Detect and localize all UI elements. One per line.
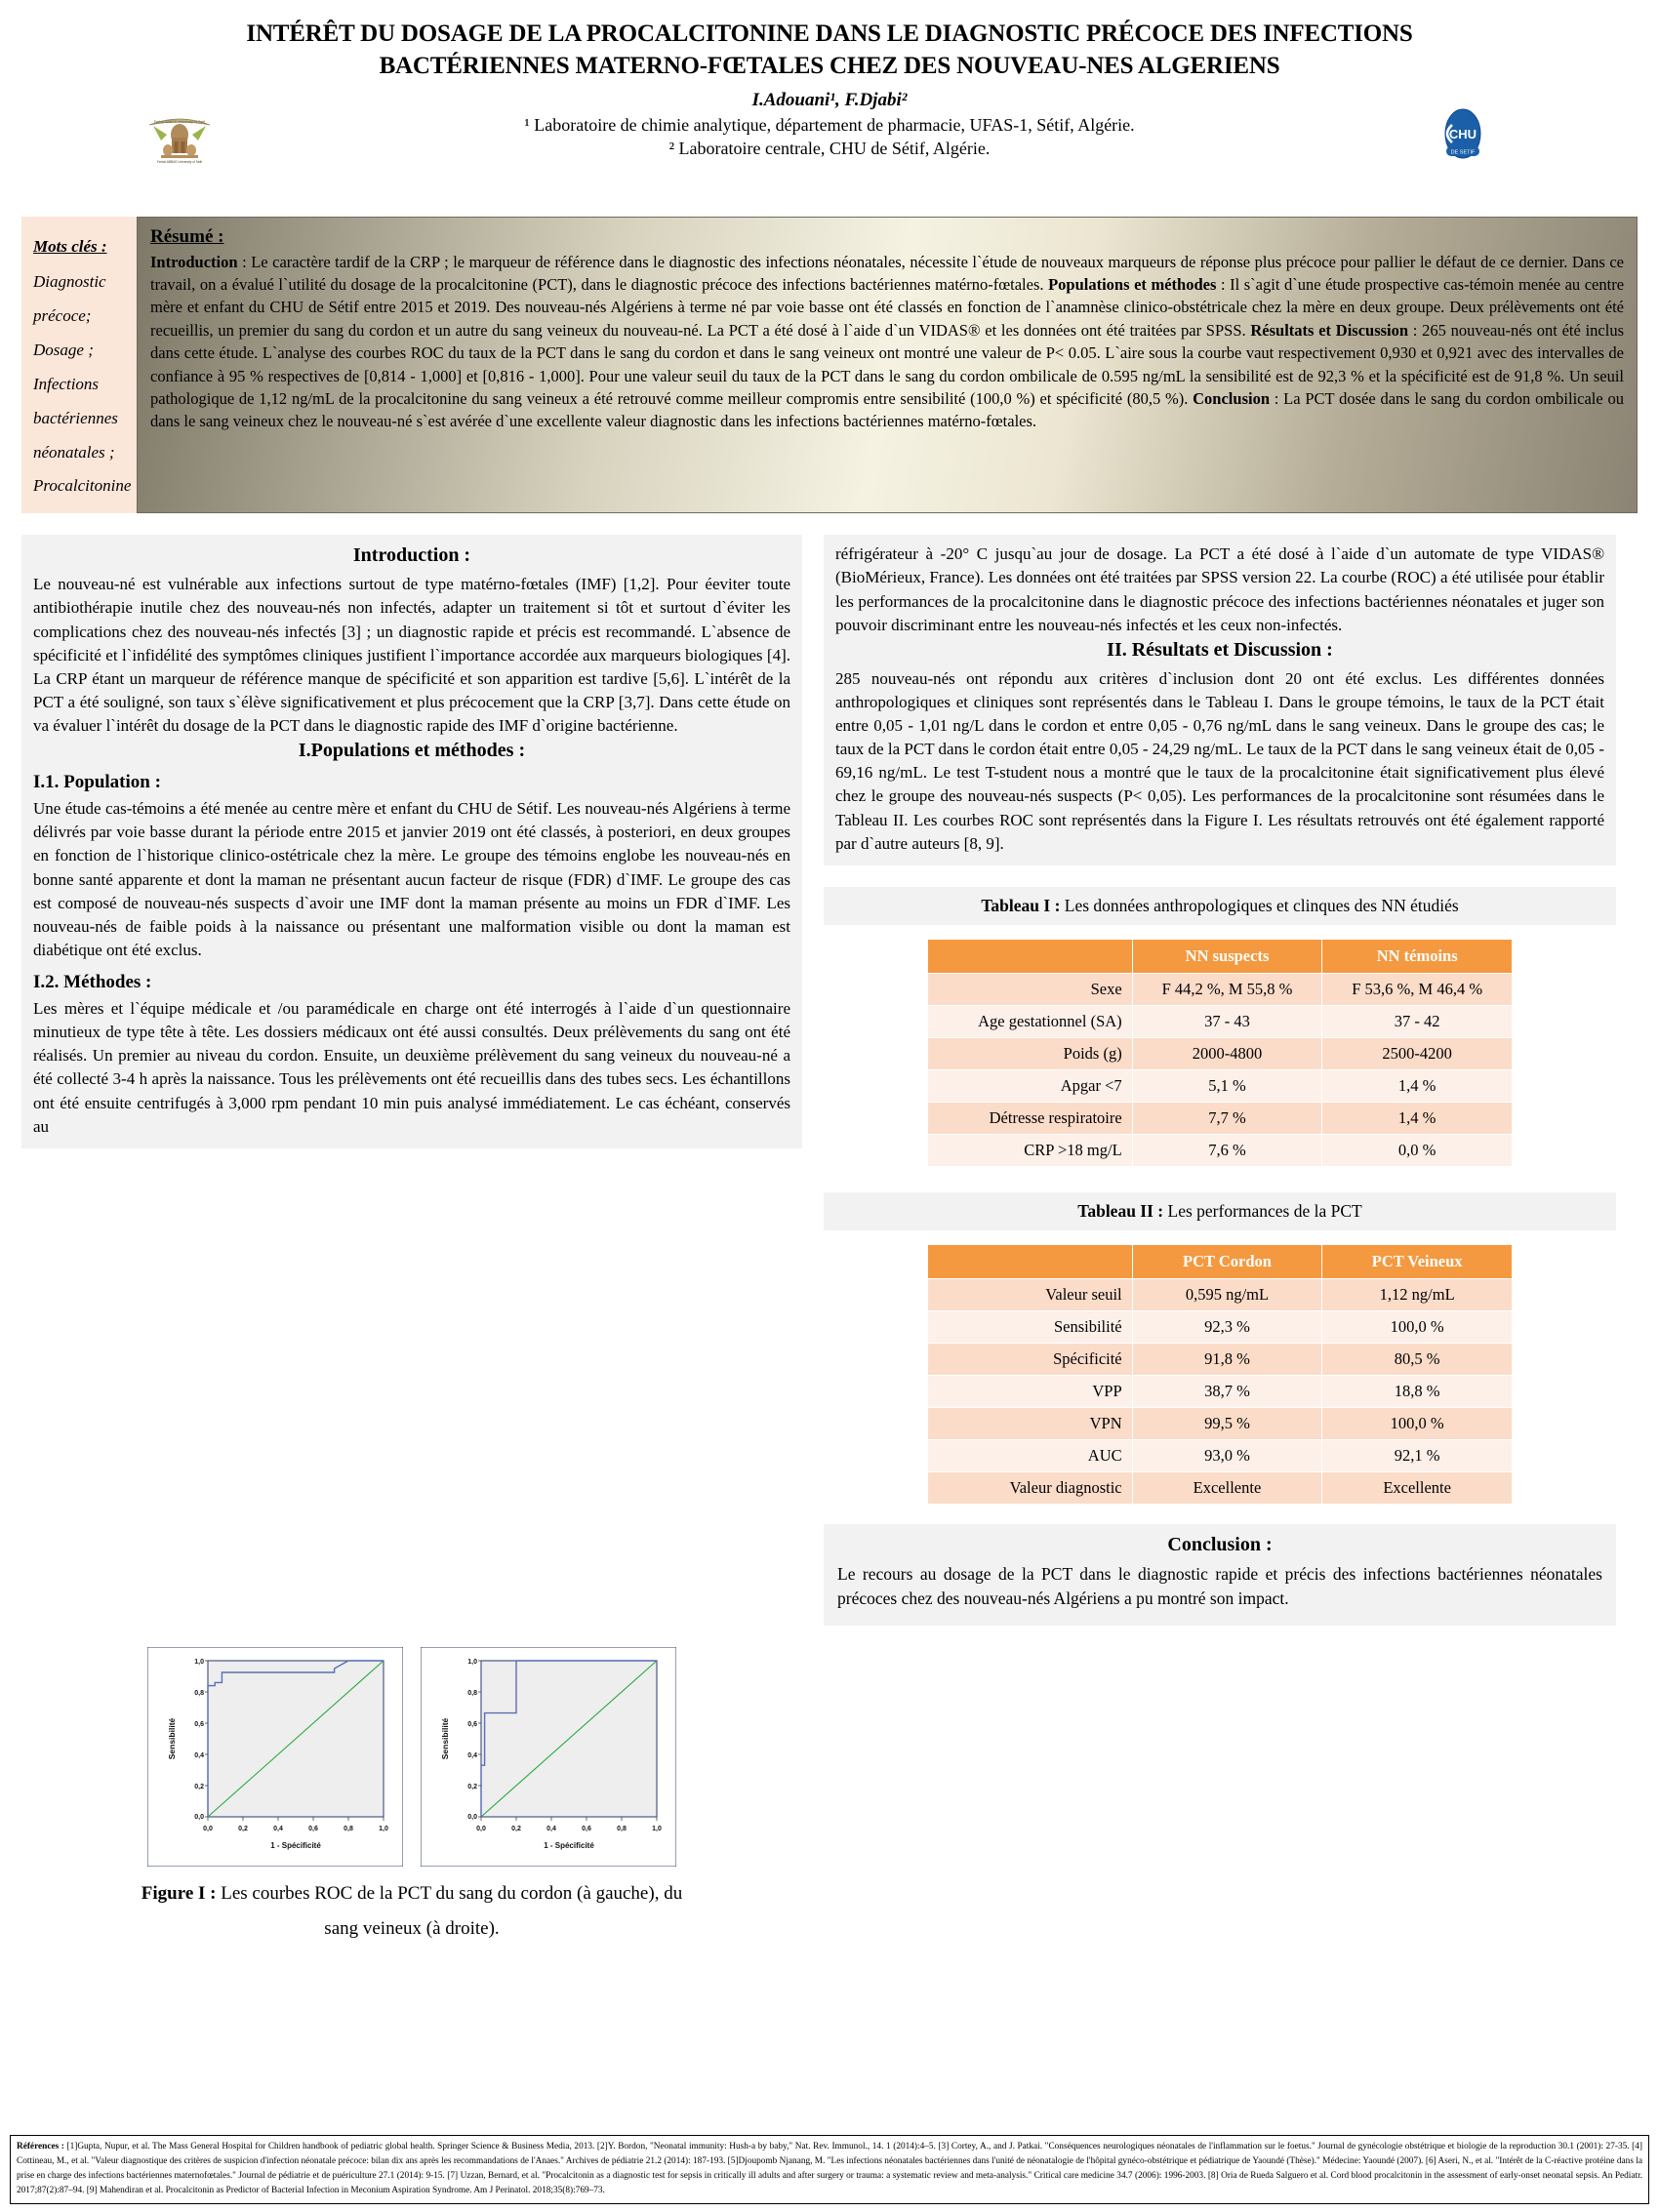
table2-cell: 1,12 ng/mL <box>1322 1278 1513 1310</box>
keyword-item: Diagnostic <box>33 272 106 292</box>
table2-cell: Excellente <box>1322 1471 1513 1504</box>
roc-chart-veineux <box>421 1647 676 1867</box>
table2-cell: 93,0 % <box>1132 1439 1322 1471</box>
methodes-text: Les mères et l`équipe médicale et /ou paramédicale en charge ont été interrogés à l`aide d`un questionnaire minutieux de type tête à tête. Les dossiers médicaux ont été aussi consultés. Deux prélèvements du sang ont été réalisés. Un premier au niveau du cordon. Ensuite, un deuxième prélèvement du sang veineux du nouveau-né a été collecté 3-4 h après la naissance. Tous les prélèvements ont été recueillis dans des tubes secs. Les échantillons ont été ensuite centrifugés à 3,000 rpm pendant 10 min puis analysé immédiatement. Le cas échéant, conservés au <box>33 999 790 1136</box>
chu-de-setif-logo <box>1433 107 1493 164</box>
figure-block <box>21 1647 802 1947</box>
svg-text:DE SETIF: DE SETIF <box>1450 149 1476 155</box>
table2-cell: 80,5 % <box>1322 1343 1513 1375</box>
abstract-conclusion-label: Conclusion <box>1193 389 1270 409</box>
svg-text:0,0: 0,0 <box>476 1825 486 1832</box>
table2-row-label: VPP <box>928 1375 1133 1407</box>
roc-chart-cordon <box>147 1647 403 1867</box>
abstract-populations-label: Populations et méthodes <box>1048 274 1217 294</box>
svg-text:CHU: CHU <box>1448 126 1477 141</box>
table1-row-label: CRP >18 mg/L <box>928 1134 1133 1166</box>
svg-text:0,2: 0,2 <box>511 1825 521 1832</box>
abstract-intro-label: Introduction <box>150 252 238 271</box>
svg-text:0,6: 0,6 <box>308 1825 318 1832</box>
table1-row-label: Age gestationnel (SA) <box>928 1005 1133 1037</box>
svg-text:0,4: 0,4 <box>273 1825 283 1832</box>
table-anthropologic-data <box>927 939 1513 1167</box>
table-row <box>928 973 1513 1005</box>
conclusion-panel <box>824 1524 1616 1626</box>
figure-caption-line2: sang veineux (à droite). <box>324 1917 500 1939</box>
populations-methods-heading: I.Populations et méthodes : <box>298 740 526 762</box>
svg-text:1,0: 1,0 <box>194 1658 204 1666</box>
roc-cordon-ylabel: Sensibilité <box>167 1717 177 1759</box>
authors-line: I.Adouani¹, F.Djabi² <box>751 89 908 110</box>
figure-caption <box>21 1876 802 1947</box>
table2-row-label: AUC <box>928 1439 1133 1471</box>
svg-text:0,0: 0,0 <box>194 1813 204 1821</box>
table1-row-label: Poids (g) <box>928 1037 1133 1069</box>
table2-cell: 38,7 % <box>1132 1375 1322 1407</box>
table1-header-suspects: NN suspects <box>1132 939 1322 973</box>
conclusion-text: Le recours au dosage de la PCT dans le diagnostic rapide et précis des infections bactériennes néonatales précoces chez des nouveau-nés Algériens a pu montré son impact. <box>837 1563 1602 1609</box>
table1-cell: 1,4 % <box>1322 1102 1513 1134</box>
abstract-results-text: : 265 nouveau-nés ont été inclus dans cette étude. L`analyse des courbes ROC du taux de la PCT dans le sang du cordon et dans le sang veineux ont montré une valeur de P< 0.05. L`aire sous la courbe vaut respectivement 0,930 et 0,921 avec des intervalles de confiance à 95 % respectives de [0,814 - 1,000] et [0,816 - 1,000]. Pour une valeur seuil du taux de la PCT dans le sang du cordon ombilicale de 0.595 ng/mL la sensibilité est de 92,3 % et la spécificité est de 91,8 %. Un seuil pathologique de 1,12 ng/mL de la procalcitonine du sang veineux a été retrouvé comme meilleur compromis entre sensibilité (100,0 %) et spécificité (80,5 %). <box>150 320 1624 409</box>
table-row <box>928 1037 1513 1069</box>
svg-text:0,8: 0,8 <box>617 1825 627 1832</box>
table2-row-label: VPN <box>928 1407 1133 1439</box>
svg-text:0,0: 0,0 <box>467 1813 477 1821</box>
table-row <box>928 1439 1513 1471</box>
affiliation-2: ² Laboratoire centrale, CHU de Sétif, Algérie. <box>668 138 991 158</box>
table2-header-cordon: PCT Cordon <box>1132 1244 1322 1278</box>
table2-row-label: Valeur seuil <box>928 1278 1133 1310</box>
table2-header-row <box>928 1244 1513 1278</box>
title-line-1: INTÉRÊT DU DOSAGE DE LA PROCALCITONINE DANS LE DIAGNOSTIC PRÉCOCE DES INFECTIONS <box>246 20 1413 47</box>
table1-caption <box>824 887 1616 925</box>
svg-text:0,8: 0,8 <box>194 1689 204 1697</box>
table2-row-label: Valeur diagnostic <box>928 1471 1133 1504</box>
svg-text:0,2: 0,2 <box>194 1783 204 1790</box>
keyword-item: Procalcitonine <box>33 476 132 496</box>
svg-text:0,2: 0,2 <box>238 1825 248 1832</box>
table1-cell: 5,1 % <box>1132 1069 1322 1102</box>
table1-cell: F 53,6 %, M 46,4 % <box>1322 973 1513 1005</box>
table2-cell: 99,5 % <box>1132 1407 1322 1439</box>
table-row <box>928 1407 1513 1439</box>
figure-caption-text: Les courbes ROC de la PCT du sang du cordon (à gauche), du <box>216 1882 683 1904</box>
main-content <box>21 535 1638 1625</box>
table-row <box>928 1134 1513 1166</box>
title-line-2: BACTÉRIENNES MATERNO-FŒTALES CHEZ DES NOUVEAU-NES ALGERIENS <box>379 53 1280 80</box>
left-column <box>21 535 802 1148</box>
right-column <box>824 535 1616 1625</box>
roc-chart-cordon-svg <box>147 1647 403 1867</box>
table2-cell: 91,8 % <box>1132 1343 1322 1375</box>
table2-cell: 100,0 % <box>1322 1407 1513 1439</box>
affiliation-1: ¹ Laboratoire de chimie analytique, département de pharmacie, UFAS-1, Sétif, Algérie. <box>524 114 1135 135</box>
keywords-title: Mots clés : <box>33 236 107 256</box>
table2-cell: 92,3 % <box>1132 1310 1322 1343</box>
affiliations-block <box>39 113 1620 170</box>
roc-veineux-xlabel: 1 - Spécificité <box>544 1840 594 1850</box>
svg-text:0,4: 0,4 <box>546 1825 556 1832</box>
keyword-item: Dosage ; <box>33 341 94 360</box>
svg-text:0,4: 0,4 <box>467 1751 477 1759</box>
svg-text:1,0: 1,0 <box>467 1658 477 1666</box>
abstract-results-label: Résultats et Discussion <box>1250 320 1409 340</box>
table2-caption <box>824 1192 1616 1230</box>
keyword-item: précoce; <box>33 306 92 326</box>
table1-cell: 2000-4800 <box>1132 1037 1322 1069</box>
introduction-panel <box>21 535 802 1148</box>
table2-row-label: Spécificité <box>928 1343 1133 1375</box>
table1-caption-label: Tableau I : <box>981 895 1061 915</box>
abstract-body <box>150 251 1624 433</box>
table2-cell: Excellente <box>1132 1471 1322 1504</box>
roc-chart-veineux-svg <box>421 1647 676 1867</box>
roc-veineux-ylabel: Sensibilité <box>440 1717 450 1759</box>
table-pct-performance <box>927 1244 1513 1505</box>
abstract-populations-text: : Il s`agit d`une étude prospective cas-témoin menée au centre mère et enfant du CHU de Sétif entre 2015 et 2019. Des nouveau-nés Algériens à terme né par voie basse ont été classés en fonction de l`anamnèse clinico-obstétricale chez la mère en deux groupe. Deux prélèvements ont été recueillis, un premier du sang du cordon et un autre du sang veineux du nouveau-né. La PCT a été dosé à l`aide d`un VIDAS® et les données ont été traitées par SPSS. <box>150 274 1625 340</box>
introduction-heading: Introduction : <box>352 544 471 567</box>
svg-text:1,0: 1,0 <box>652 1825 662 1832</box>
table1-cell: 37 - 42 <box>1322 1005 1513 1037</box>
table1-header-blank <box>928 939 1133 973</box>
abstract-title: Résumé : <box>150 225 224 247</box>
ferhat-abbas-university-setif-logo <box>142 109 218 164</box>
svg-text:0,8: 0,8 <box>467 1689 477 1697</box>
svg-text:0,6: 0,6 <box>467 1720 477 1728</box>
conclusion-heading: Conclusion : <box>1167 1533 1273 1555</box>
table-row <box>928 1310 1513 1343</box>
keyword-item: Infections <box>33 374 100 393</box>
table1-cell: 37 - 43 <box>1132 1005 1322 1037</box>
table2-caption-label: Tableau II : <box>1077 1200 1164 1221</box>
methodes-heading: I.2. Méthodes : <box>33 972 152 992</box>
abstract-panel <box>137 217 1638 514</box>
abstract-strip <box>21 217 1638 514</box>
table2-cell: 100,0 % <box>1322 1310 1513 1343</box>
table1-row-label: Sexe <box>928 973 1133 1005</box>
table2-header-veineux: PCT Veineux <box>1322 1244 1513 1278</box>
results-text: 285 nouveau-nés ont répondu aux critères d`inclusion dont 20 ont été exclus. Les différentes données anthropologiques et cliniques sont représentés dans le Tableau I. Dans le groupe témoins, le taux de la PCT était entre 0,05 - 1,01 ng/L dans le cordon et entre 0,05 - 0,76 ng/mL dans le sang veineux. Dans le groupe des cas; le taux de la PCT dans le cordon était entre 0,05 - 24,29 ng/mL. Le taux de la PCT dans le sang veineux était de 0,05 - 69,16 ng/mL. Le test T-student nous a montré que le taux de la procalcitonine était significativement plus élevé chez le groupe des nouveau-nés suspects (P< 0,05). Les performances de la procalcitonine sont résumées dans le Tableau II. Les courbes ROC sont représentés dans la Figure I. Les résultats retrouvés ont été également rapporté par d`autre auteurs [8, 9]. <box>835 668 1604 853</box>
population-heading: I.1. Population : <box>33 772 161 793</box>
table1-row-label: Apgar <7 <box>928 1069 1133 1102</box>
methodes-continuation-text: réfrigérateur à -20° C jusqu`au jour de dosage. La PCT a été dosé à l`aide d`un automate de type VIDAS® (BioMérieux, France). Les données ont été traitées par SPSS version 22. La courbe (ROC) a été utilisée pour établir les performances de la procalcitonine dans le diagnostic précoce des infections bactériennes néonatales et juger son pouvoir discriminant entre les nouveau-nés infectés et les ceux non-infectés. <box>835 544 1604 634</box>
table2-cell: 0,595 ng/mL <box>1132 1278 1322 1310</box>
abstract-intro-text: : Le caractère tardif de la CRP ; le marqueur de référence dans le diagnostic des infections néonatales, nécessite l`étude de nouveaux marqueurs de réponse plus précoce pour pallier le défaut de ce dernier. Dans ce travail, on a évalué l`utilité du dosage de la procalcitonine (PCT), dans le diagnostic précoce des infections bactériennes matérno-fœtales. <box>150 252 1624 294</box>
table1-row-label: Détresse respiratoire <box>928 1102 1133 1134</box>
introduction-text: Le nouveau-né est vulnérable aux infections surtout de type matérno-fœtales (IMF) [1,2]. Pour éeviter toute antibiothérapie inutile chez des nouveau-nés non infectés, adapter un traitement si tôt et surtout d`éviter les complications chez des nouveau-nés infectés [3] ; un diagnostic rapide et précis est recommandé. L`absence de spécificité et l`infidélité des symptômes cliniques justifient l`importance accordée aux marqueurs biologiques [4]. La CRP étant un marqueur de référence manque de spécificité et son apparition est tardive [5,6]. L`intérêt de la PCT a été souligné, son taux s`élève significativement et plus précocement que la CRP [3,7]. Dans cette étude on va évaluer l`intérêt du dosage de la PCT dans le diagnostic rapide des IMF d`origine bactérienne. <box>33 575 790 735</box>
table2-row-label: Sensibilité <box>928 1310 1133 1343</box>
table1-cell: 1,4 % <box>1322 1069 1513 1102</box>
references-panel <box>10 2135 1649 2204</box>
roc-charts-row <box>21 1647 802 1867</box>
svg-text:0,8: 0,8 <box>344 1825 353 1832</box>
svg-text:Ferhat ABBAS University of Set: Ferhat ABBAS University of Setif <box>156 159 203 164</box>
keywords-panel <box>21 217 137 514</box>
results-panel <box>824 535 1616 865</box>
table1-header-temoins: NN témoins <box>1322 939 1513 973</box>
poster-header <box>0 0 1659 174</box>
svg-text:1,0: 1,0 <box>379 1825 388 1832</box>
table-row <box>928 1102 1513 1134</box>
table2-caption-text: Les performances de la PCT <box>1163 1200 1362 1221</box>
references-label: Références : <box>17 2141 64 2152</box>
svg-text:0,6: 0,6 <box>582 1825 591 1832</box>
table-row <box>928 1278 1513 1310</box>
table1-cell: 0,0 % <box>1322 1134 1513 1166</box>
table-row <box>928 1375 1513 1407</box>
svg-text:0,0: 0,0 <box>203 1825 213 1832</box>
abstract-conclusion-text: : La PCT dosée dans le sang du cordon ombilicale ou dans le sang veineux chez le nouveau-né s`est avérée d`une excellente valeur diagnostic dans les infections bactériennes matérno-fœtales. <box>150 389 1625 431</box>
figure-caption-label: Figure I : <box>141 1882 217 1904</box>
keyword-item: bactériennes <box>33 408 118 427</box>
results-heading: II. Résultats et Discussion : <box>1107 638 1333 661</box>
population-text: Une étude cas-témoins a été menée au centre mère et enfant du CHU de Sétif. Les nouveau-nés Algériens à terme délivrés par voie basse durant la période entre 2015 et janvier 2019 ont été classés, à posteriori, en deux groupes en fonction de l`historique clinico-ostétricale chez la mère. Le groupe des témoins englobe les nouveau-nés en bonne santé apparente et dont la maman ne présentant aucun facteur de risque (FDR) d`IMF. Le groupe des cas est composé de nouveau-nés suspects d`avoir une IMF dont la maman présente au moins un FDR d`IMF. Les nouveau-nés de faible poids à la naissance ou présentant une malformation visible ou dont la maman est diabétique ont été exclus. <box>33 799 790 959</box>
table2-cell: 92,1 % <box>1322 1439 1513 1471</box>
keyword-item: néonatales ; <box>33 442 115 462</box>
table2-header-blank <box>928 1244 1133 1278</box>
table-row <box>928 1005 1513 1037</box>
roc-cordon-xlabel: 1 - Spécificité <box>270 1840 321 1850</box>
table1-cell: 7,6 % <box>1132 1134 1322 1166</box>
table1-cell: 2500-4200 <box>1322 1037 1513 1069</box>
svg-text:0,2: 0,2 <box>467 1783 477 1790</box>
table-row <box>928 1343 1513 1375</box>
svg-text:0,6: 0,6 <box>194 1720 204 1728</box>
table-row <box>928 1069 1513 1102</box>
table2-cell: 18,8 % <box>1322 1375 1513 1407</box>
table1-caption-text: Les données anthropologiques et clinques des NN étudiés <box>1060 895 1459 915</box>
svg-text:Ferhat ABBAS University of Set: Ferhat ABBAS University of Setif <box>153 119 206 124</box>
svg-text:0,4: 0,4 <box>194 1751 204 1759</box>
table1-cell: 7,7 % <box>1132 1102 1322 1134</box>
table1-header-row <box>928 939 1513 973</box>
table1-cell: F 44,2 %, M 55,8 % <box>1132 973 1322 1005</box>
table-row <box>928 1471 1513 1504</box>
references-text: [1]Gupta, Nupur, et al. The Mass General Hospital for Children handbook of pediatric global health. Springer Science & Business Media, 2013. [2]Y. Bordon, "Neonatal immunity: Hush-a by baby," Nat. Rev. Immunol., 14. 1 (2014):4–5. [3] Cortey, A., and J. Patkai. "Conséquences neurologiques néonatales de l'inflammation sur le foetus." Journal de gynécologie obstétrique et biologie de la reproduction 30.1 (2001): 27-35. [4] Cottineau, M., et al. "Valeur diagnostique des critères de suspicion d'infection néonatale précoce: bilan dix ans après les recommandations de l'Anaes." Archives de pédiatrie 21.2 (2014): 187-193. [5]Djoupomb Njanang, M. "Les infections néonatales bactériennes dans l'unité de néonatalogie de l'hôpital gynéco-obstétrique et pédiatrique de Yaoundé (Thèse)." Médecine: Yaoundé (2007). [6] Aseri, N., et al. "Intérêt de la C-réactive protéine dans la prise en charge des infections bactériennes maternofœtales." Journal de pédiatrie et de puériculture 27.1 (2014): 9-15. [7] Uzzan, Bernard, et al. "Procalcitonin as a diagnostic test for sepsis in critically ill adults and after surgery or trauma: a systematic review and meta-analysis." Critical care medicine 34.7 (2006): 1996-2003. [8] Oria de Rueda Salguero et al. Cord blood procalcitonin in the assessment of early-onset neonatal sepsis. An Pediatr. 2017;87(2):87–94. [9] Mahendiran et al. Procalcitonin as Predictor of Bacterial Infection in Meconium Aspiration Syndrome. Am J Perinatol. 2018;35(8):769–73. <box>17 2141 1643 2195</box>
page-title <box>39 18 1620 83</box>
